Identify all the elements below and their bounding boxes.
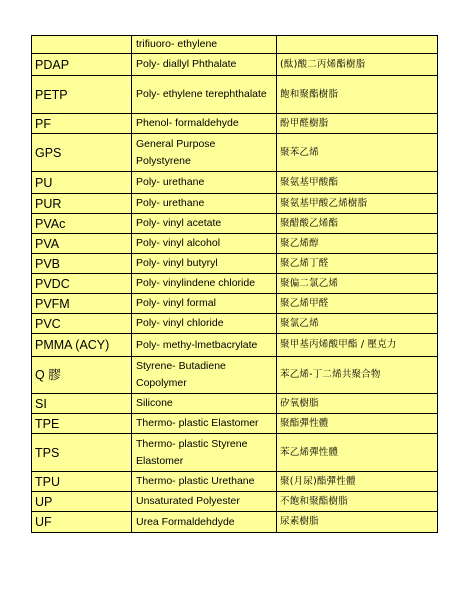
- english-name-cell: Poly- vinyl alcohol: [132, 234, 277, 254]
- english-name-cell: Poly- ethylene terephthalate: [132, 76, 277, 114]
- chinese-name-cell: 聚乙烯甲醛: [277, 294, 438, 314]
- table-row: [32, 294, 438, 314]
- chinese-name-cell: 聚苯乙烯: [277, 134, 438, 172]
- chinese-name-cell: 苯乙烯-丁二烯共聚合物: [277, 357, 438, 394]
- english-name-cell: Poly- vinylindene chloride: [132, 274, 277, 294]
- table-row: [32, 214, 438, 234]
- chinese-name-cell: 飽和聚酯樹脂: [277, 76, 438, 114]
- abbreviation-cell: [32, 36, 132, 54]
- abbreviation-cell: PVFM: [32, 294, 132, 314]
- abbreviation-cell: PU: [32, 172, 132, 194]
- table-row: [32, 394, 438, 414]
- table-row: [32, 234, 438, 254]
- table-row: [32, 314, 438, 334]
- table-row: [32, 254, 438, 274]
- abbreviation-cell: PVAc: [32, 214, 132, 234]
- english-name-cell: Poly- vinyl chloride: [132, 314, 277, 334]
- table-row: [32, 334, 438, 357]
- table-row: [32, 36, 438, 54]
- english-name-cell: Thermo- plastic Elastomer: [132, 414, 277, 434]
- table-row: [32, 512, 438, 533]
- english-name-cell: Poly- diallyl Phthalate: [132, 54, 277, 76]
- table-row: [32, 274, 438, 294]
- chinese-name-cell: 聚醋酸乙烯酯: [277, 214, 438, 234]
- table-row: [32, 357, 438, 394]
- table-row: [32, 114, 438, 134]
- table-row: [32, 434, 438, 472]
- english-name-cell: trifiuoro- ethylene: [132, 36, 277, 54]
- plastics-abbreviation-table: [31, 35, 438, 533]
- table-row: [32, 492, 438, 512]
- chinese-name-cell: 酚甲醛樹脂: [277, 114, 438, 134]
- english-name-cell: Thermo- plastic Styrene Elastomer: [132, 434, 277, 472]
- chinese-name-cell: 不飽和聚酯樹脂: [277, 492, 438, 512]
- abbreviation-cell: Q 膠: [32, 357, 132, 394]
- english-name-cell: Urea Formaldehdyde: [132, 512, 277, 533]
- abbreviation-cell: PVC: [32, 314, 132, 334]
- abbreviation-cell: TPU: [32, 472, 132, 492]
- chinese-name-cell: 聚甲基丙烯酸甲酯 / 壓克力: [277, 334, 438, 357]
- table-row: [32, 472, 438, 492]
- english-name-cell: Poly- vinyl formal: [132, 294, 277, 314]
- table-row: [32, 134, 438, 172]
- english-name-cell: General Purpose Polystyrene: [132, 134, 277, 172]
- chinese-name-cell: [277, 36, 438, 54]
- abbreviation-cell: PDAP: [32, 54, 132, 76]
- abbreviation-cell: PVDC: [32, 274, 132, 294]
- table-row: [32, 194, 438, 214]
- abbreviation-cell: TPS: [32, 434, 132, 472]
- abbreviation-cell: UP: [32, 492, 132, 512]
- english-name-cell: Thermo- plastic Urethane: [132, 472, 277, 492]
- abbreviation-cell: TPE: [32, 414, 132, 434]
- abbreviation-cell: PMMA (ACY): [32, 334, 132, 357]
- english-name-cell: Unsaturated Polyester: [132, 492, 277, 512]
- abbreviation-cell: PUR: [32, 194, 132, 214]
- abbreviation-cell: SI: [32, 394, 132, 414]
- chinese-name-cell: 聚乙烯醇: [277, 234, 438, 254]
- chinese-name-cell: 聚酯彈性體: [277, 414, 438, 434]
- english-name-cell: Poly- vinyl acetate: [132, 214, 277, 234]
- table-row: [32, 414, 438, 434]
- abbreviation-cell: UF: [32, 512, 132, 533]
- english-name-cell: Poly- vinyl butyryl: [132, 254, 277, 274]
- abbreviation-cell: PVB: [32, 254, 132, 274]
- abbreviation-cell: PVA: [32, 234, 132, 254]
- chinese-name-cell: (酞)酸二丙烯酯樹脂: [277, 54, 438, 76]
- english-name-cell: Styrene- Butadiene Copolymer: [132, 357, 277, 394]
- abbreviation-cell: GPS: [32, 134, 132, 172]
- english-name-cell: Poly- urethane: [132, 172, 277, 194]
- chinese-name-cell: 聚(月尿)酯彈性體: [277, 472, 438, 492]
- english-name-cell: Poly- urethane: [132, 194, 277, 214]
- table-row: [32, 54, 438, 76]
- chinese-name-cell: 尿素樹脂: [277, 512, 438, 533]
- english-name-cell: Silicone: [132, 394, 277, 414]
- chinese-name-cell: 苯乙烯彈性體: [277, 434, 438, 472]
- table-row: [32, 76, 438, 114]
- chinese-name-cell: 矽氧樹脂: [277, 394, 438, 414]
- chinese-name-cell: 聚偏二氯乙烯: [277, 274, 438, 294]
- chinese-name-cell: 聚氨基甲酸酯: [277, 172, 438, 194]
- chinese-name-cell: 聚氯乙烯: [277, 314, 438, 334]
- table-body: [32, 36, 438, 533]
- english-name-cell: Poly- methy-lmetbacrylate: [132, 334, 277, 357]
- abbreviation-cell: PETP: [32, 76, 132, 114]
- chinese-name-cell: 聚乙烯丁醛: [277, 254, 438, 274]
- abbreviation-cell: PF: [32, 114, 132, 134]
- chinese-name-cell: 聚氨基甲酸乙烯樹脂: [277, 194, 438, 214]
- english-name-cell: Phenol- formaldehyde: [132, 114, 277, 134]
- table-row: [32, 172, 438, 194]
